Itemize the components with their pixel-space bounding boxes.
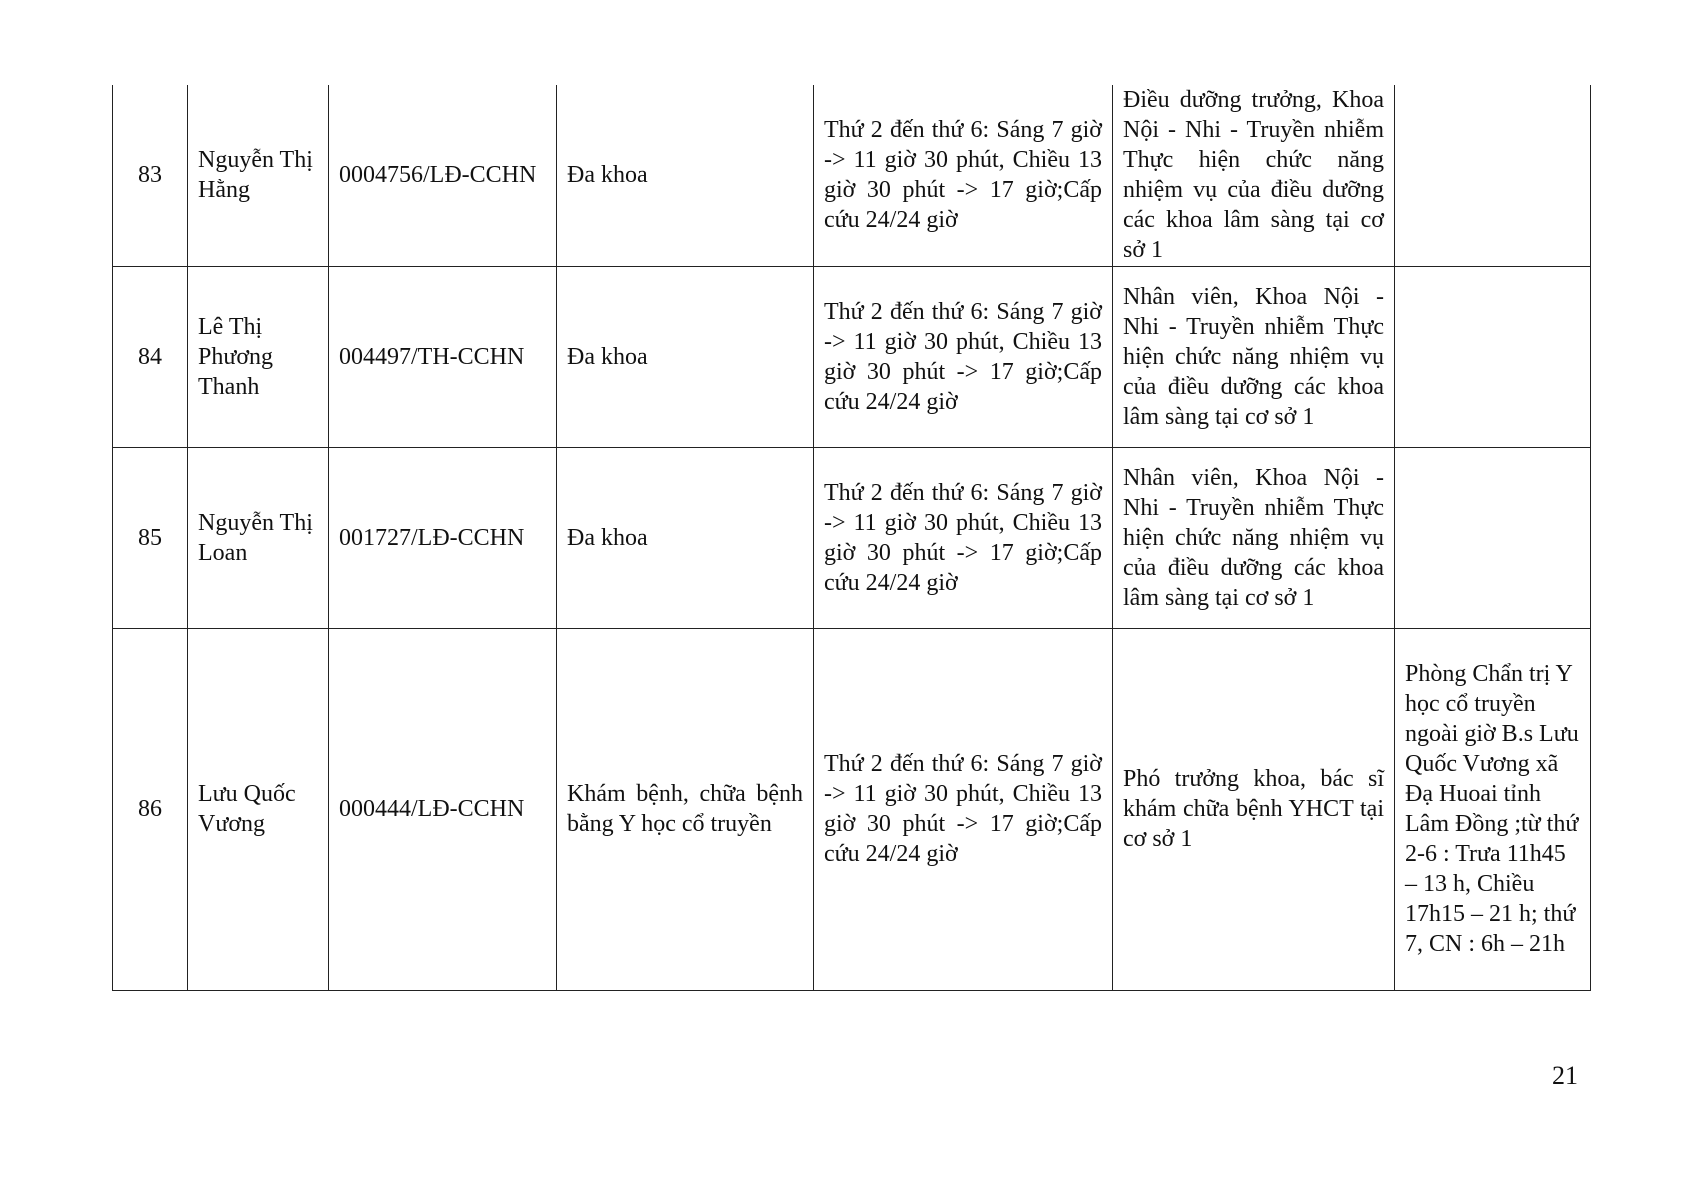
staff-name: Nguyễn Thị Loan	[188, 447, 329, 628]
staff-table	[112, 85, 1591, 991]
row-number: 85	[113, 447, 188, 628]
position-duty: Phó trưởng khoa, bác sĩ khám chữa bệnh YHCT tại cơ sở 1	[1113, 628, 1395, 990]
work-schedule: Thứ 2 đến thứ 6: Sáng 7 giờ -> 11 giờ 30 phút, Chiều 13 giờ 30 phút -> 17 giờ;Cấp cứu 24/24 giờ	[814, 628, 1113, 990]
staff-name: Lê Thị Phương Thanh	[188, 266, 329, 447]
license-number: 000444/LĐ-CCHN	[329, 628, 557, 990]
position-duty: Nhân viên, Khoa Nội - Nhi - Truyền nhiễm Thực hiện chức năng nhiệm vụ của điều dưỡng các khoa lâm sàng tại cơ sở 1	[1113, 447, 1395, 628]
page-number: 21	[1552, 1061, 1578, 1090]
staff-name: Nguyễn Thị Hằng	[188, 85, 329, 266]
staff-name: Lưu Quốc Vương	[188, 628, 329, 990]
license-number: 0004756/LĐ-CCHN	[329, 85, 557, 266]
position-duty: Nhân viên, Khoa Nội - Nhi - Truyền nhiễm Thực hiện chức năng nhiệm vụ của điều dưỡng các khoa lâm sàng tại cơ sở 1	[1113, 266, 1395, 447]
practice-scope: Khám bệnh, chữa bệnh bằng Y học cổ truyền	[557, 628, 814, 990]
work-schedule: Thứ 2 đến thứ 6: Sáng 7 giờ -> 11 giờ 30 phút, Chiều 13 giờ 30 phút -> 17 giờ;Cấp cứu 24/24 giờ	[814, 85, 1113, 266]
table-row	[113, 447, 1591, 628]
note-cell	[1395, 447, 1591, 628]
practice-scope: Đa khoa	[557, 447, 814, 628]
license-number: 004497/TH-CCHN	[329, 266, 557, 447]
table-row	[113, 266, 1591, 447]
work-schedule: Thứ 2 đến thứ 6: Sáng 7 giờ -> 11 giờ 30 phút, Chiều 13 giờ 30 phút -> 17 giờ;Cấp cứu 24/24 giờ	[814, 266, 1113, 447]
note-cell: Phòng Chẩn trị Y học cổ truyền ngoài giờ B.s Lưu Quốc Vương xã Đạ Huoai tỉnh Lâm Đồng ;từ thứ 2-6 : Trưa 11h45 – 13 h, Chiều 17h15 – 21 h; thứ 7, CN : 6h – 21h	[1395, 628, 1591, 990]
practice-scope: Đa khoa	[557, 85, 814, 266]
practice-scope: Đa khoa	[557, 266, 814, 447]
license-number: 001727/LĐ-CCHN	[329, 447, 557, 628]
work-schedule: Thứ 2 đến thứ 6: Sáng 7 giờ -> 11 giờ 30 phút, Chiều 13 giờ 30 phút -> 17 giờ;Cấp cứu 24/24 giờ	[814, 447, 1113, 628]
note-cell	[1395, 266, 1591, 447]
position-duty: Điều dưỡng trưởng, Khoa Nội - Nhi - Truyền nhiễm Thực hiện chức năng nhiệm vụ của điều dưỡng các khoa lâm sàng tại cơ sở 1	[1113, 85, 1395, 266]
row-number: 84	[113, 266, 188, 447]
row-number: 83	[113, 85, 188, 266]
table-row	[113, 85, 1591, 266]
row-number: 86	[113, 628, 188, 990]
table-row	[113, 628, 1591, 990]
note-cell	[1395, 85, 1591, 266]
